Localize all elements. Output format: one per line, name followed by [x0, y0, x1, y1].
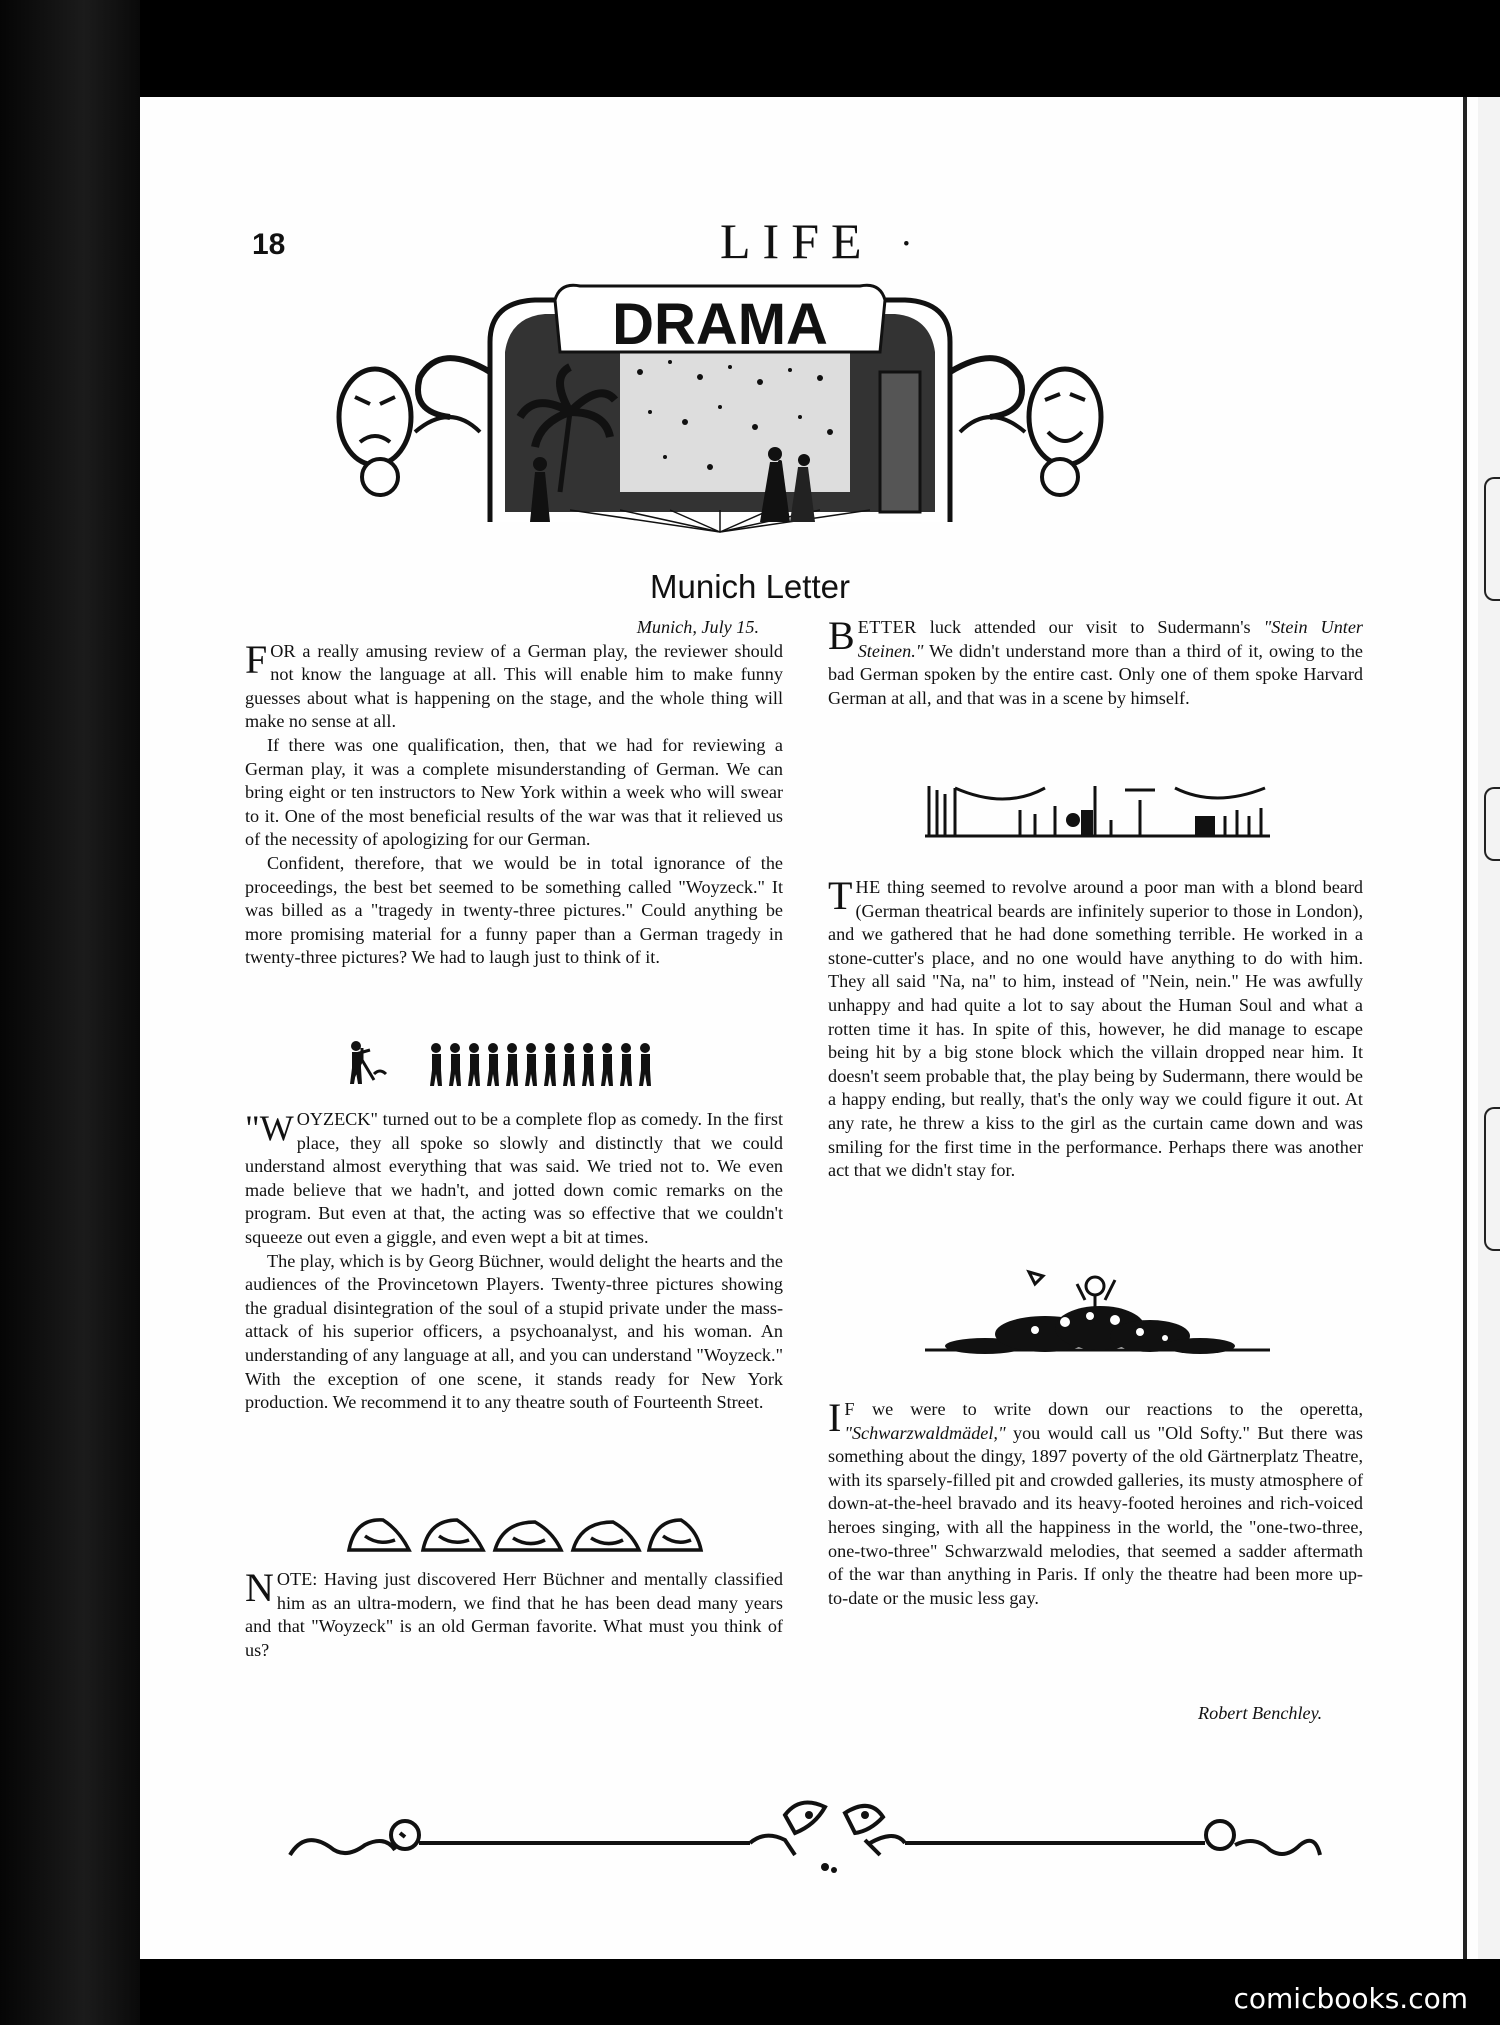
- paragraph: THE thing seemed to revolve around a poor man with a blond beard (German theatrical beards are infinitely superior to those in London), and we gathered that he had done something terrible. He worked in a stone-cutter's place, and no one would have anything to do with him. They all said "Na, na" to him, instead of "Nein, nein." He was awfully unhappy and had quite a lot to say about the Human Soul and what a rotten time it has. In spite of this, however, he did manage to escape being hit by a big stone block which the villain dropped near him. It doesn't seem probable that, the play being by Sudermann, there would be a happy ending, but really, that's the only way we could figure it out. At any rate, he threw a kiss to the girl as the curtain came down and was smiling for the first time in the performance. Perhaps there was another act that we didn't stay for.: [828, 873, 1363, 1181]
- page-number: 18: [252, 228, 286, 261]
- right-column-top: [828, 613, 1363, 710]
- source-watermark: comicbooks.com: [1233, 1982, 1468, 2015]
- paragraph: I F we were to write down our reactions to the operetta, "Schwarzwaldmädel," you would call us "Old Softy." But there was something about the dingy, 1897 poverty of the old Gärtnerplatz Theatre, with its sparsely-filled pit and crowded galleries, its musty atmosphere of down-at-the-heel bravado and its heavy-footed heroines and rich-voiced heroes singing, with all the happiness in the world, the "one-two-three, one-two-three" Schwarzwald melodies, that seemed a sadder aftermath of the war than anything in Paris. If only the theatre had been more up-to-date or the music less gay.: [828, 1395, 1363, 1608]
- theatre-banner-illustration: [320, 282, 1120, 540]
- paragraph: FOR a really amusing review of a German play, the reviewer should not know the language at all. This will enable him to make funny guesses about what is happening on the stage, and the whole thing will make no sense at all.: [245, 636, 783, 732]
- left-column-bottom: [245, 1565, 783, 1662]
- page-gutter: [1463, 97, 1467, 1959]
- paragraph: NOTE: Having just discovered Herr Büchner and mentally classified him as an ultra-modern, we find that he has been dead many years and that "Woyzeck" is an old German favorite. What must you think of us?: [245, 1565, 783, 1660]
- paragraph: BETTER luck attended our visit to Sudermann's "Stein Unter Steinen." We didn't understand more than a third of it, owing to the bad German spoken by the entire cast. Only one of them spoke Harvard German at all, and that was in a scene by himself.: [828, 613, 1363, 708]
- tragedy-mask-left: [339, 369, 411, 495]
- bird-tug-of-war-footer: [285, 1785, 1325, 1875]
- stage-scene-ornament: [925, 780, 1270, 840]
- left-column-top: [245, 616, 783, 970]
- dateline: Munich, July 15.: [636, 617, 759, 637]
- magazine-title: LIFE: [720, 213, 874, 269]
- paragraph: "WOYZECK" turned out to be a complete flop as comedy. In the first place, they all spoke so slowly and distinctly that we could understand almost everything that was said. We tried not to. We even made believe that we hadn't, and jotted down comic remarks on the program. But even at that, the acting was so effective that we couldn't squeeze out even a giggle, and even wept a bit at times.: [245, 1108, 783, 1247]
- right-column-bottom: [828, 1395, 1363, 1610]
- left-column-middle: [245, 1108, 783, 1415]
- article-title: Munich Letter: [650, 568, 850, 605]
- section-title: DRAMA: [612, 292, 828, 357]
- paragraph: If there was one qualification, then, that we had for reviewing a German play, it was a complete misunderstanding of German. We can bring eight or ten instructors to New York within a week who will swear to it. One of the most beneficial results of the war was that it relieved us of the necessity of apologizing for our German.: [245, 734, 783, 850]
- paragraph: The play, which is by Georg Büchner, would delight the hearts and the audiences of the Provincetown Players. Twenty-three pictures showing the gradual disintegration of the soul of a stupid private under the mass-attack of his superior officers, a psychoanalyst, and his woman. An understanding of any language at all, and you can understand "Woyzeck." With the exception of one scene, it stands ready for New York production. We recommend it to any theatre south of Fourteenth Street.: [245, 1250, 783, 1413]
- goose-heads-ornament: [345, 1510, 705, 1556]
- comedy-mask-right: [1029, 369, 1101, 495]
- paragraph: Confident, therefore, that we would be in total ignorance of the proceedings, the best bet seemed to be something called "Woyzeck." It was billed as a "tragedy in twenty-three pictures." Could anything be more promising material for a funny paper than a German tragedy in twenty-three pictures? We had to laugh just to think of it.: [245, 852, 783, 968]
- scan-left-margin: [0, 0, 140, 2025]
- soldier-march-ornament: [350, 1040, 690, 1090]
- author-signature: Robert Benchley.: [1198, 1703, 1323, 1723]
- title-separator: ·: [900, 223, 913, 265]
- next-page-edge: [1478, 97, 1500, 1959]
- flower-heap-ornament: [925, 1250, 1270, 1360]
- right-column-middle: [828, 873, 1363, 1183]
